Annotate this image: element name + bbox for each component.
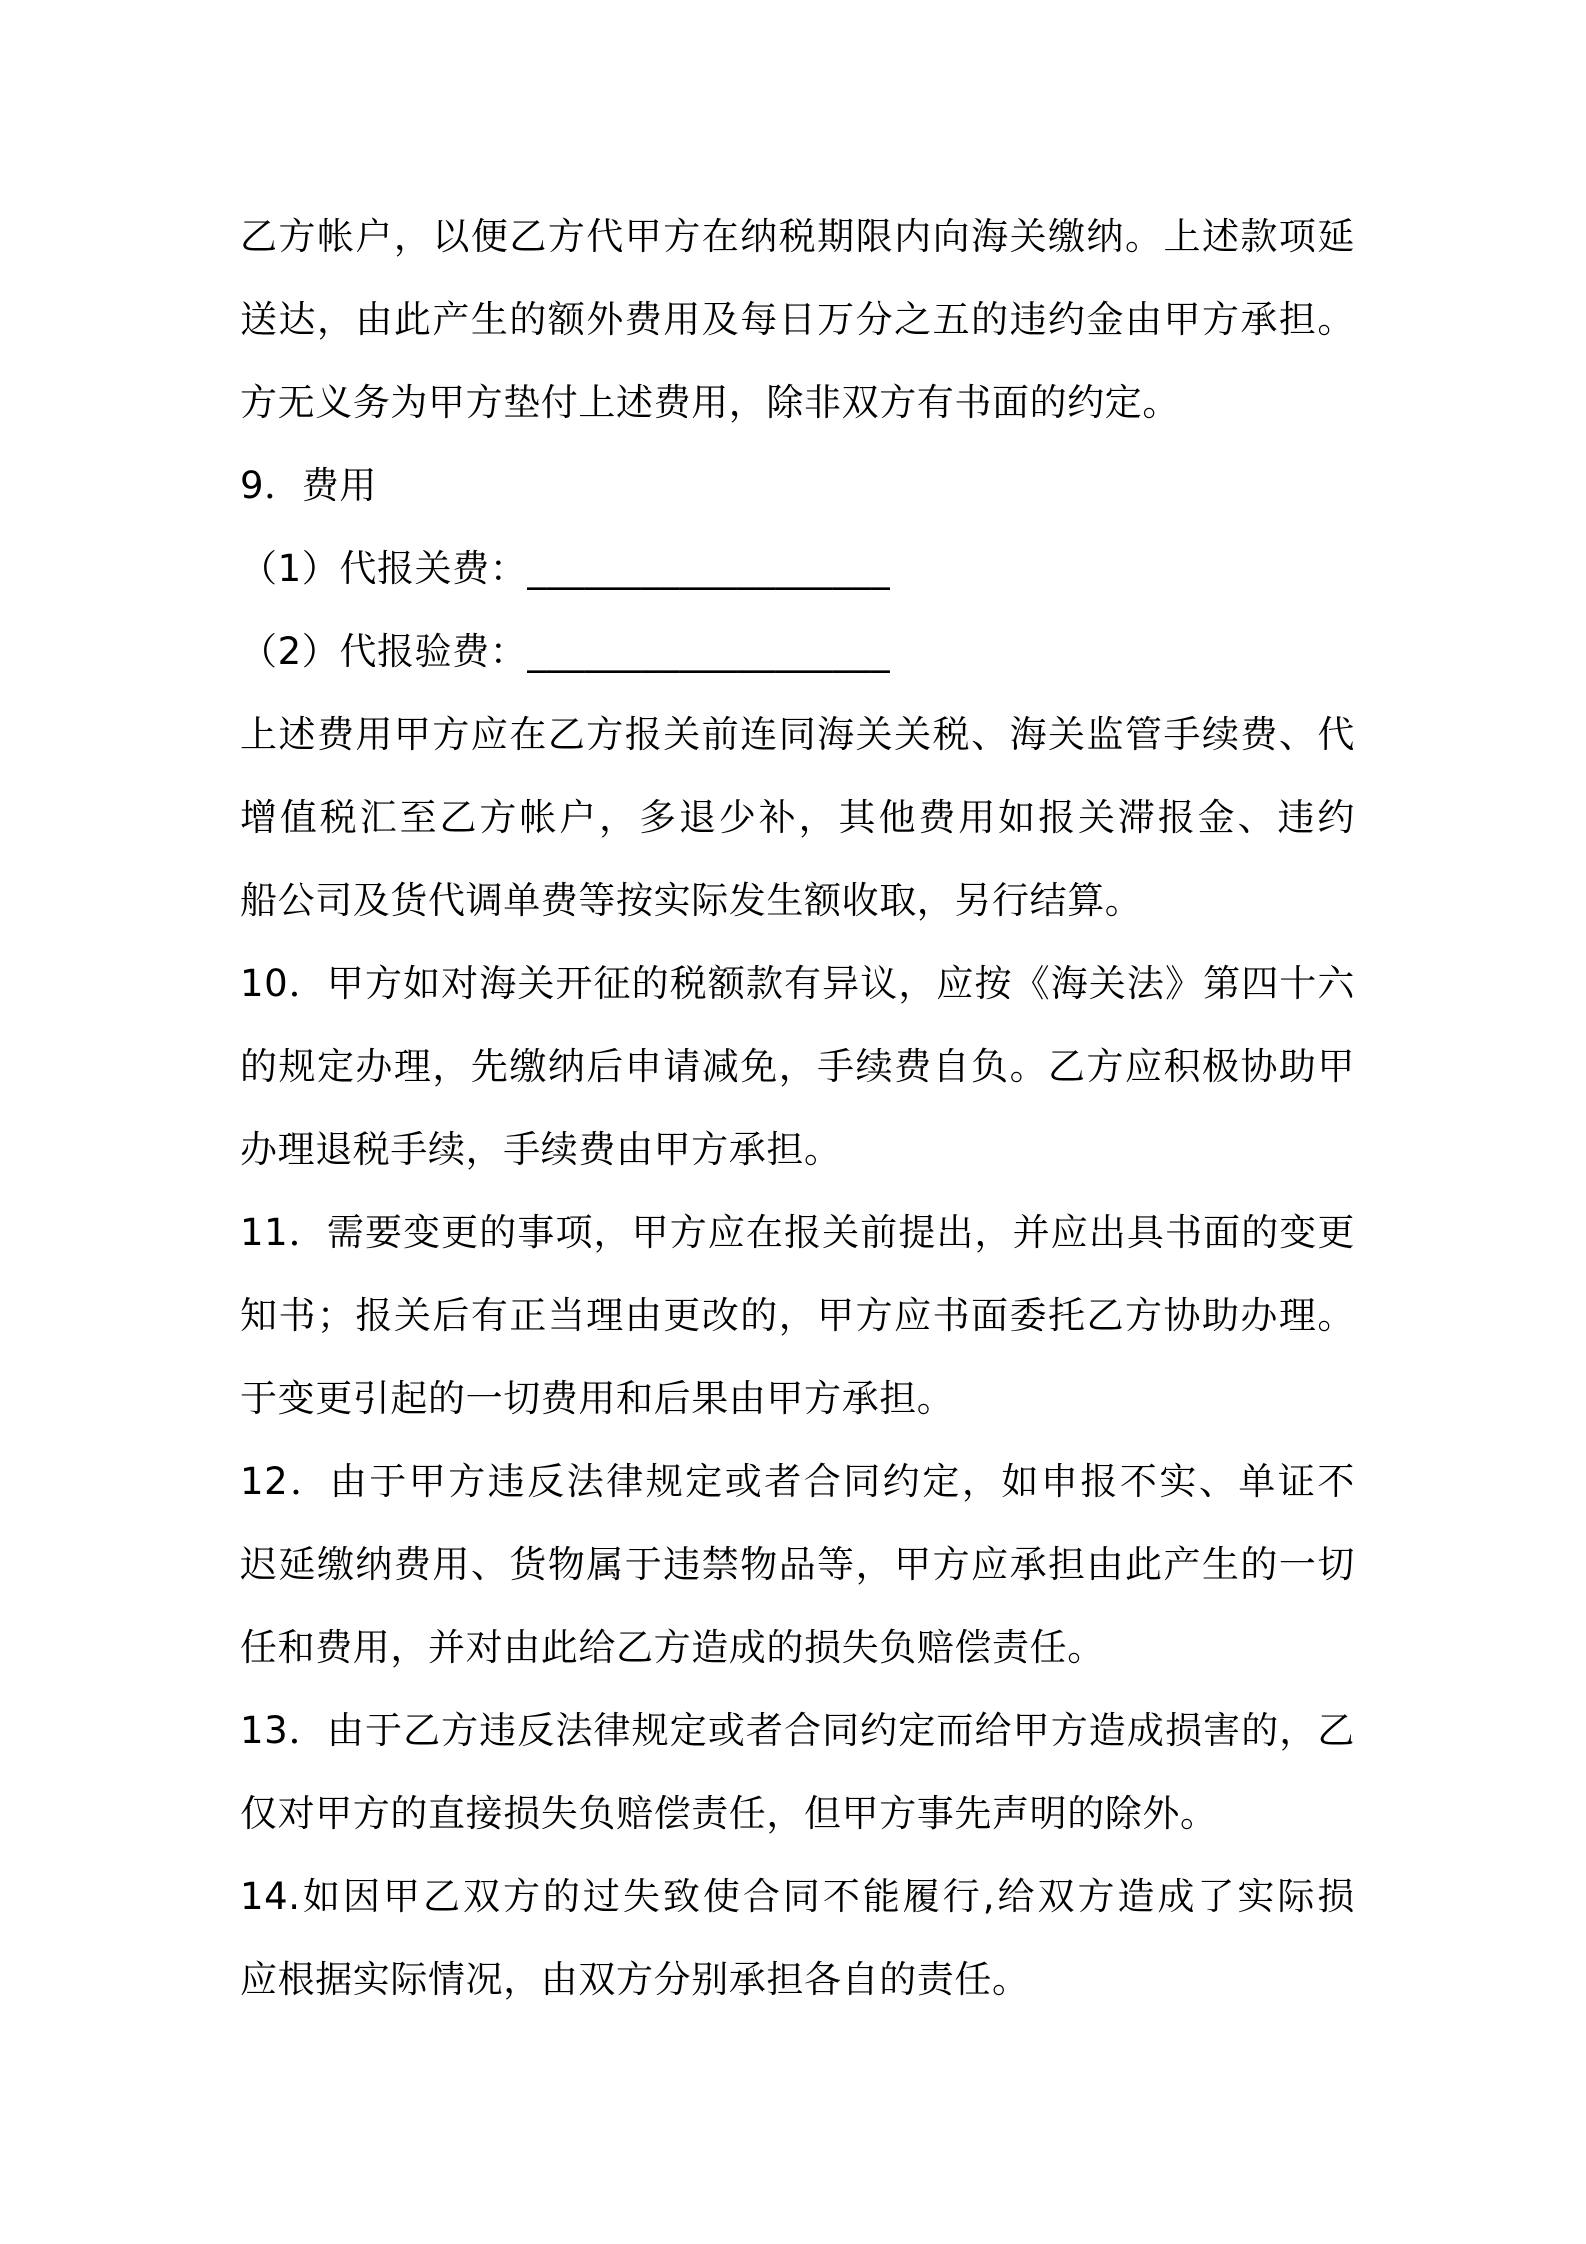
clause-13-line: 13．由于乙方违反法律规定或者合同约定而给甲方造成损害的，乙 [240, 1709, 1355, 1752]
text-line: 应根据实际情况，由双方分别承担各自的责任。 [240, 1958, 1030, 2001]
text-line: 乙方帐户，以便乙方代甲方在纳税期限内向海关缴纳。上述款项延 [240, 215, 1355, 258]
text-line: 任和费用，并对由此给乙方造成的损失负赔偿责任。 [240, 1626, 1105, 1669]
clause-11-line: 11．需要变更的事项，甲方应在报关前提出，并应出具书面的变更 [240, 1211, 1355, 1254]
clause-12-line: 12．由于甲方违反法律规定或者合同约定，如申报不实、单证不 [240, 1460, 1355, 1503]
fee-item-inspection-declaration: （2）代报验费：___________________ [240, 630, 891, 673]
text-line: 知书；报关后有正当理由更改的，甲方应书面委托乙方协助办理。 [240, 1294, 1355, 1337]
text-line: 办理退税手续，手续费由甲方承担。 [240, 1128, 842, 1171]
text-line: 船公司及货代调单费等按实际发生额收取，另行结算。 [240, 879, 1143, 922]
document-body [240, 195, 1355, 2021]
section-heading-fees: 9．费用 [240, 464, 377, 507]
text-line: 上述费用甲方应在乙方报关前连同海关关税、海关监管手续费、代 [240, 713, 1355, 756]
text-line: 仅对甲方的直接损失负赔偿责任，但甲方事先声明的除外。 [240, 1792, 1218, 1835]
text-line: 送达，由此产生的额外费用及每日万分之五的违约金由甲方承担。 [240, 298, 1355, 341]
fee-item-customs-declaration: （1）代报关费：___________________ [240, 547, 891, 590]
text-line: 方无义务为甲方垫付上述费用，除非双方有书面的约定。 [240, 381, 1180, 424]
clause-14-line: 14.如因甲乙双方的过失致使合同不能履行,给双方造成了实际损 [240, 1875, 1355, 1918]
text-line: 增值税汇至乙方帐户，多退少补，其他费用如报关滞报金、违约 [240, 796, 1355, 839]
text-line: 的规定办理，先缴纳后申请减免，手续费自负。乙方应积极协助甲 [240, 1045, 1355, 1088]
text-line: 迟延缴纳费用、货物属于违禁物品等，甲方应承担由此产生的一切 [240, 1543, 1355, 1586]
text-line: 于变更引起的一切费用和后果由甲方承担。 [240, 1377, 955, 1420]
clause-10-line: 10．甲方如对海关开征的税额款有异议，应按《海关法》第四十六 [240, 962, 1355, 1005]
